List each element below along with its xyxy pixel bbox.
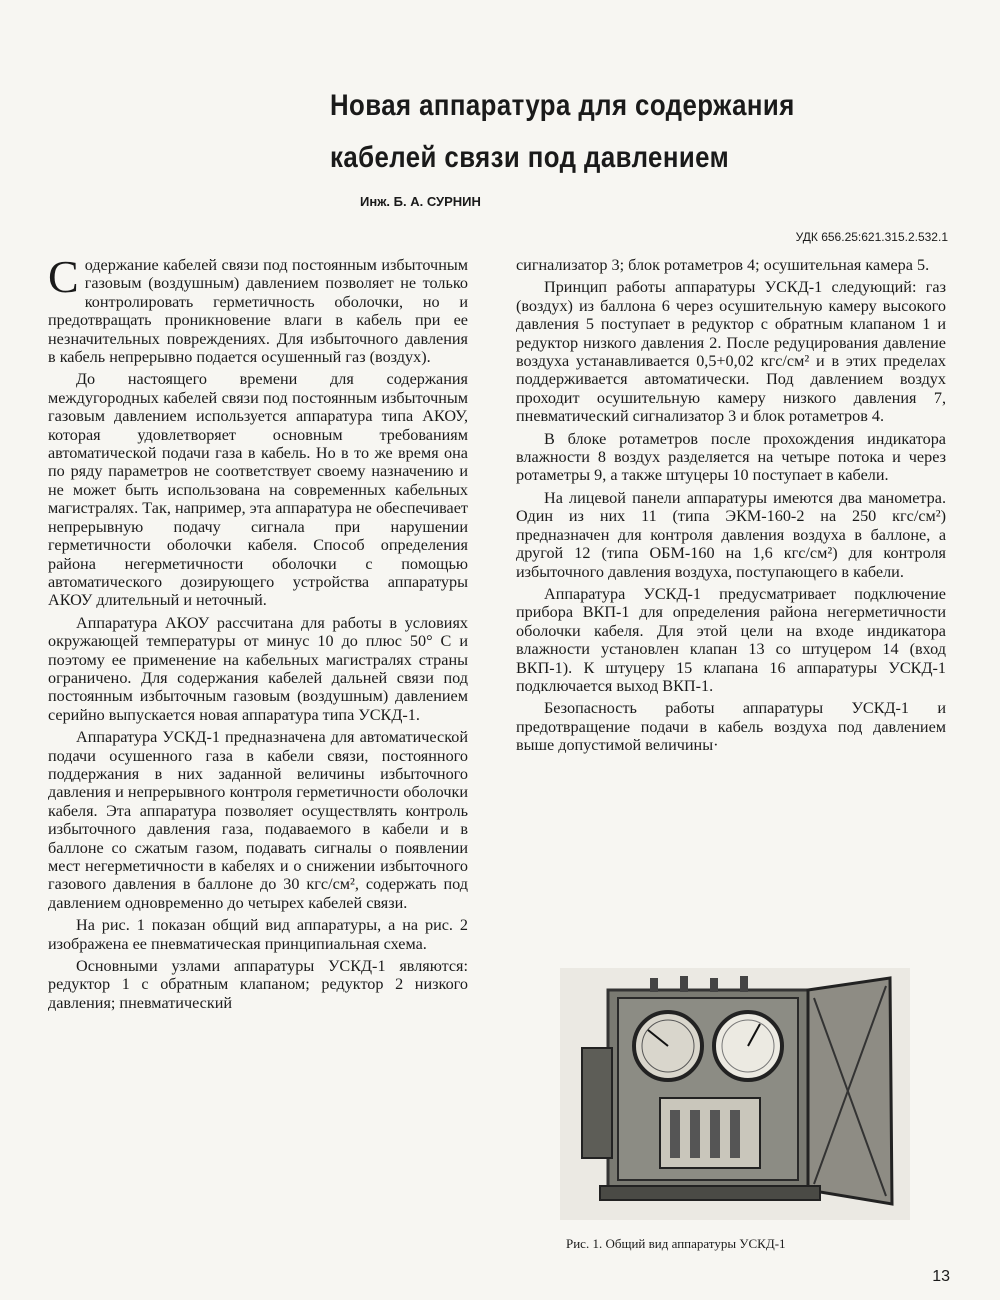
paragraph — [48, 251, 468, 367]
equipment-photo — [560, 968, 910, 1220]
paragraph: До настоящего времени для содержания междугородных кабелей связи под постоянным избыточным газовым давлением используется аппаратура типа АКОУ, которая удовлетворяет основным требованиям автоматической подачи газа в кабель. Но в то же время она по ряду параметров не соответствует своему назначению и не может быть использована на современных кабельных магистралях. Так, например, эта аппаратура не обеспечивает непрерывную подачу сигнала при нарушении герметичности оболочки кабеля. Способ определения района негерметичности оболочки с помощью автоматического дозирующего устройства аппаратуры АКОУ длительный и неточный. — [48, 370, 468, 610]
paragraph: Аппаратура АКОУ рассчитана для работы в условиях окружающей температуры от минус 10 до плюс 50° С и поэтому ее применение на кабельных магистралях страны ограничено. Для содержания кабелей дальней связи под постоянным избыточным газовым (воздушным) давлением серийно выпускается новая аппаратура типа УСКД-1. — [48, 613, 468, 724]
paragraph: Безопасность работы аппаратуры УСКД-1 и предотвращение подачи в кабель воздуха под давлением выше допустимой величины· — [516, 699, 946, 755]
paragraph: Основными узлами аппаратуры УСКД-1 являются: редуктор 1 с обратным клапаном; редуктор 2 низкого давления; пневматический — [48, 957, 468, 1012]
equipment-illustration — [560, 968, 910, 1220]
title-line-2: кабелей связи под давлением — [330, 141, 730, 174]
cabinet-door — [808, 978, 892, 1204]
title-line-1: Новая аппаратура для содержания — [330, 89, 795, 122]
page-number: 13 — [932, 1268, 950, 1285]
paragraph: сигнализатор 3; блок ротаметров 4; осушительная камера 5. — [516, 256, 930, 274]
paragraph: Аппаратура УСКД-1 предназначена для автоматической подачи осушенного газа в кабели связи, постоянного поддержания в них заданной величины избыточного давления и непрерывного контроля герметичности оболочки кабеля. Эта аппаратура позволяет осуществлять контроль избыточного давления газа, подаваемого в кабели и в баллоне со сжатым газом, подавать сигналы о появлении мест негерметичности в кабелях и о снижении избыточного газового давления в баллоне до 30 кгс/см², содержать под давлением одновременно до четырех кабелей связи. — [48, 728, 468, 912]
paragraph: На лицевой панели аппаратуры имеются два манометра. Один из них 11 (типа ЭКМ-160-2 на 250 кгс/см²) предназначен для контроля давления воздуха в баллоне, а другой 12 (типа ОБМ-160 на 1,6 кгс/см²) для контроля избыточного давления воздуха, поступающего в кабели. — [516, 488, 946, 581]
left-column — [48, 251, 468, 1016]
paragraph: На рис. 1 показан общий вид аппаратуры, а на рис. 2 изображена ее пневматическая принципиальная схема. — [48, 916, 468, 953]
right-column — [516, 256, 946, 759]
figure-caption: Рис. 1. Общий вид аппаратуры УСКД-1 — [566, 1236, 786, 1251]
paragraph: В блоке ротаметров после прохождения индикатора влажности 8 воздух разделяется на четыре потока и через ротаметры 9, а также штуцеры 10 поступает в кабели. — [516, 429, 946, 485]
paragraph: Принцип работы аппаратуры УСКД-1 следующий: газ (воздух) из баллона 6 через осушительную камеру высокого давления 5 поступает в редуктор с обратным клапаном 1 и редуктор низкого давления 2. После редуцирования давление воздуха устанавливается 0,5+0,02 кгс/см² и в этих пределах поддерживается автоматически. Под давлением воздух проходит осушительную камеру низкого давления 7, пневматический сигнализатор 3 и блок ротаметров 4. — [516, 278, 946, 426]
author-line: Инж. Б. А. СУРНИН — [360, 194, 481, 209]
paragraph-text: одержание кабелей связи под постоянным избыточным газовым (воздушным) давлением позволяет не только контролировать герметичность оболочки, но и предотвращать проникновение влаги в кабель при ее незначительных повреждениях. Для избыточного давления в кабель непрерывно подается осушенный газ (воздух). — [48, 256, 468, 367]
article-title — [330, 80, 795, 184]
paragraph: Аппаратура УСКД-1 предусматривает подключение прибора ВКП-1 для определения района негерметичности оболочки кабеля. Для этой цели на входе индикатора влажности установлен клапан 13 со штуцером 14 (вход ВКП-1). К штуцеру 15 клапана 16 аппаратуры УСКД-1 подключается выход ВКП-1. — [516, 584, 946, 695]
drop-cap: С — [48, 251, 79, 302]
udk-code: УДК 656.25:621.315.2.532.1 — [795, 230, 948, 244]
